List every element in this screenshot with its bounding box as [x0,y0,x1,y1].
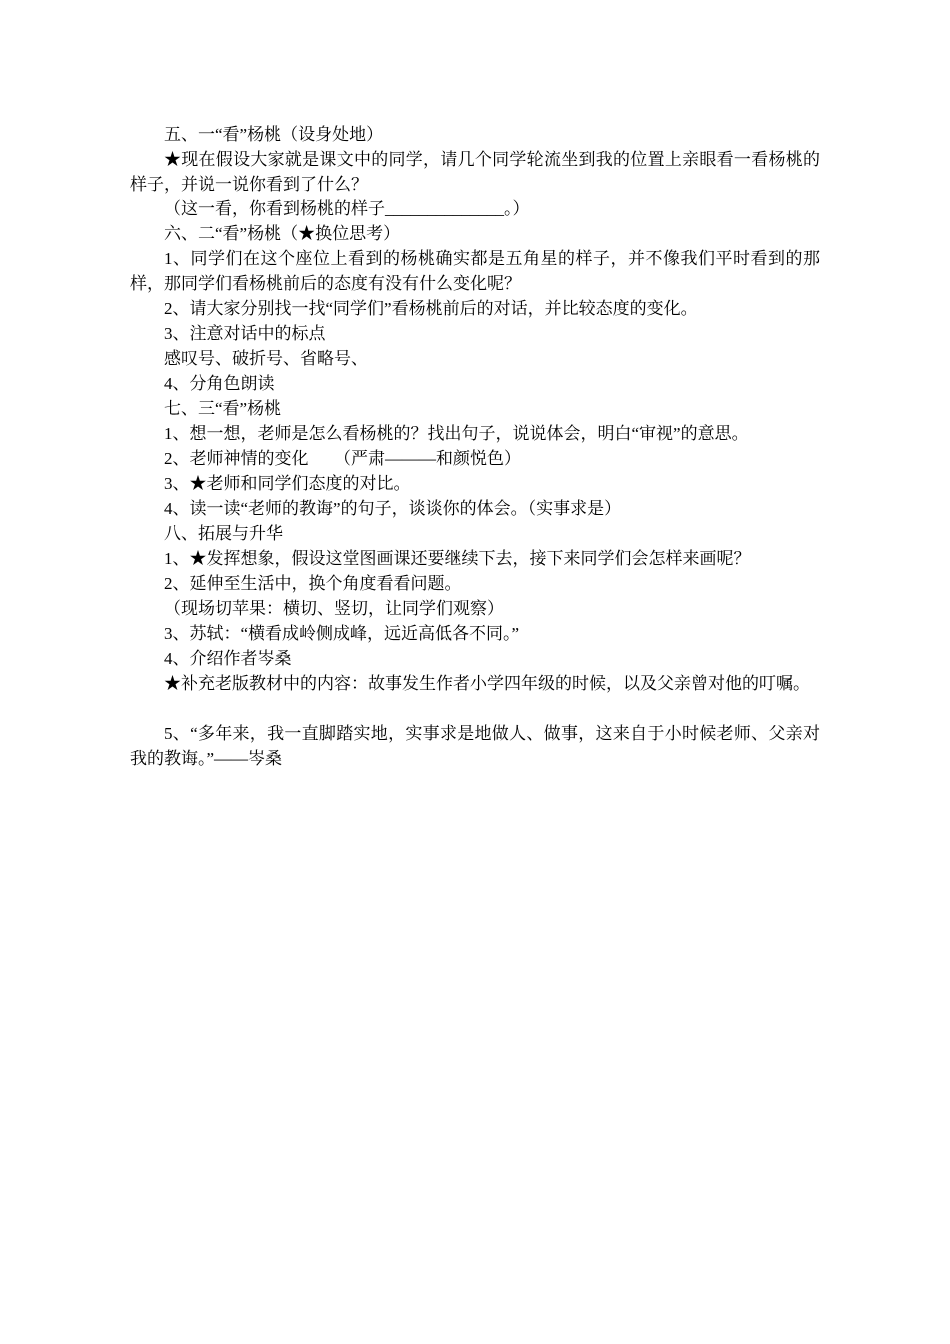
section-heading-seven: 七、三“看”杨桃 [164,398,282,418]
doc-line: 感叹号、破折号、省略号、 [164,348,368,368]
doc-line: ★补充老版教材中的内容：故事发生作者小学四年级的时候，以及父亲曾对他的叮嘱。 [164,673,810,693]
section-heading-five: 五、一“看”杨桃（设身处地） [164,125,384,144]
doc-line: 4、读一读“老师的教诲”的句子，谈谈你的体会。（实事求是） [164,498,622,518]
doc-line: 3、苏轼：“横看成岭侧成峰，远近高低各不同。” [164,623,520,643]
doc-line: 1、想一想，老师是怎么看杨桃的？找出句子，说说体会，明白“审视”的意思。 [164,423,749,443]
section-heading-six: 六、二“看”杨桃（★换位思考） [164,224,401,244]
doc-line-quote: 5、“多年来，我一直脚踏实地，实事求是地做人、做事，这来自于小时候老师、父亲对我的教诲。”——岑桑 [130,723,820,768]
section-heading-eight: 八、拓展与升华 [164,523,283,543]
blank-line [130,697,820,722]
doc-line: 1、同学们在这个座位上看到的杨桃确实都是五角星的样子，并不像我们平时看到的那样，那同学们看杨桃前后的态度有没有什么变化呢？ [130,249,820,294]
doc-line: 3、注意对话中的标点 [164,323,326,343]
doc-line: 2、请大家分别找一找“同学们”看杨桃前后的对话，并比较态度的变化。 [164,298,698,318]
doc-line: ★现在假设大家就是课文中的同学，请几个同学轮流坐到我的位置上亲眼看一看杨桃的样子，并说一说你看到了什么？ [130,150,820,194]
doc-line: 4、介绍作者岑桑 [164,648,292,668]
doc-line: 4、分角色朗读 [164,373,275,393]
doc-line: 3、★老师和同学们态度的对比。 [164,473,411,493]
doc-line: 2、延伸至生活中，换个角度看看问题。 [164,573,462,593]
doc-line: （现场切苹果：横切、竖切，让同学们观察） [164,598,504,618]
doc-line: 1、★发挥想象，假设这堂图画课还要继续下去，接下来同学们会怎样来画呢？ [164,548,751,568]
doc-line-fill-blank: （这一看，你看到杨桃的样子______________。） [164,199,530,219]
doc-line: 2、老师神情的变化 （严肃———和颜悦色） [164,448,521,468]
